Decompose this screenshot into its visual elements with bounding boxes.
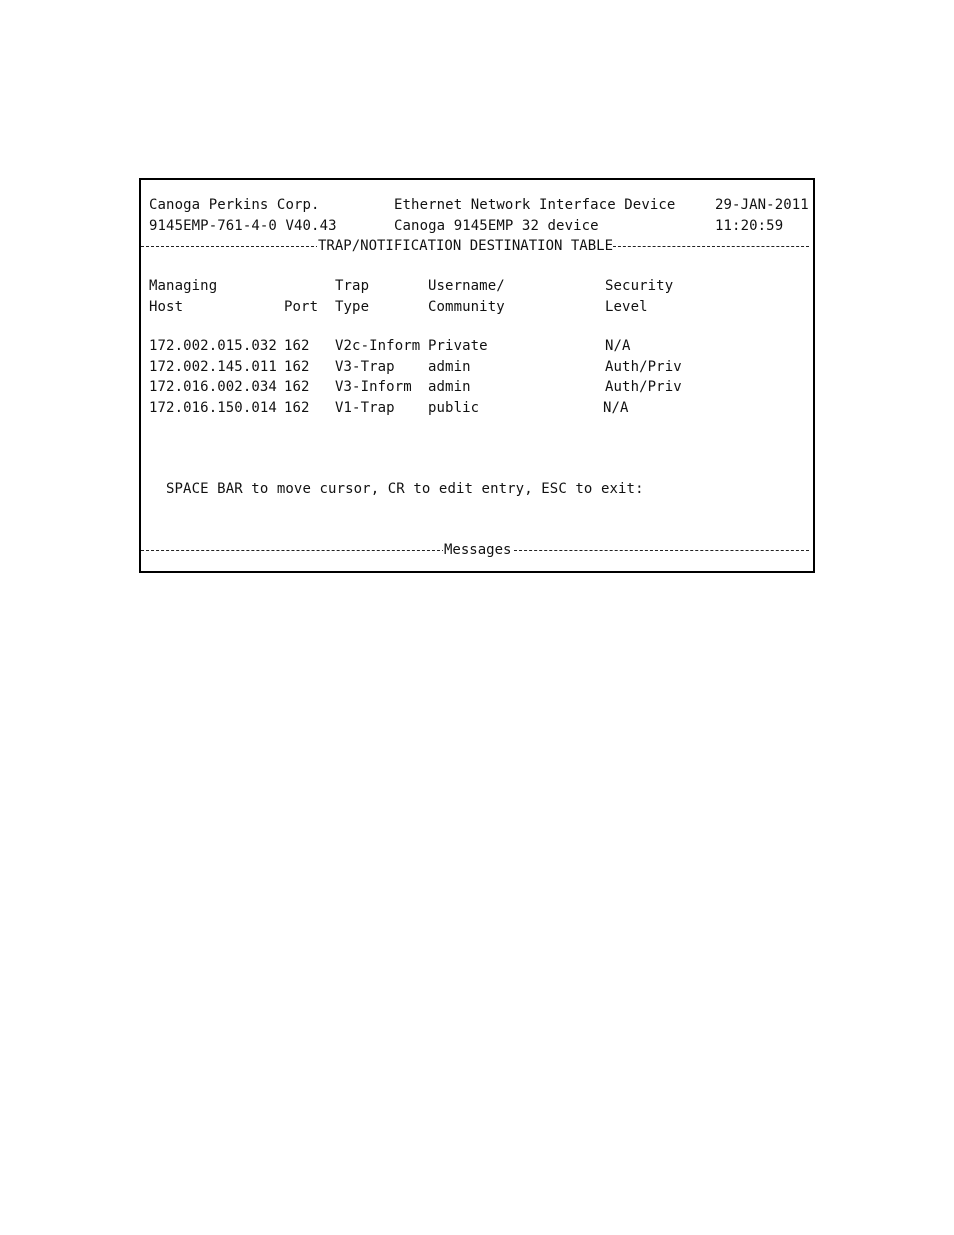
navigation-prompt: SPACE BAR to move cursor, CR to edit entry, ESC to exit:: [166, 481, 644, 497]
messages-rule: [141, 542, 813, 558]
company-name: Canoga Perkins Corp.: [149, 197, 320, 213]
security-cell: Auth/Priv: [605, 379, 682, 395]
table-row[interactable]: [141, 338, 813, 358]
host-cell: 172.002.015.032: [149, 338, 277, 354]
col-header-username: Username/: [428, 278, 505, 294]
type-cell: V2c-Inform: [335, 338, 421, 354]
host-cell: 172.016.150.014: [149, 400, 277, 416]
community-cell: admin: [428, 359, 471, 375]
table-title-rule: [141, 238, 813, 254]
col-header-type: Type: [335, 299, 370, 315]
col-header-managing: Managing: [149, 278, 218, 294]
col-header-level: Level: [605, 299, 648, 315]
security-cell: N/A: [605, 338, 631, 354]
community-cell: admin: [428, 379, 471, 395]
host-cell: 172.016.002.034: [149, 379, 277, 395]
table-title: TRAP/NOTIFICATION DESTINATION TABLE: [318, 238, 614, 254]
community-cell: Private: [428, 338, 488, 354]
device-title: Ethernet Network Interface Device: [394, 197, 676, 213]
time-display: 11:20:59: [715, 218, 784, 234]
col-header-host: Host: [149, 299, 184, 315]
host-cell: 172.002.145.011: [149, 359, 277, 375]
community-cell: public: [428, 400, 480, 416]
port-cell: 162: [284, 379, 310, 395]
type-cell: V1-Trap: [335, 400, 395, 416]
type-cell: V3-Inform: [335, 379, 412, 395]
device-model: Canoga 9145EMP 32 device: [394, 218, 599, 234]
type-cell: V3-Trap: [335, 359, 395, 375]
col-header-trap: Trap: [335, 278, 370, 294]
col-header-security: Security: [605, 278, 674, 294]
port-cell: 162: [284, 359, 310, 375]
firmware-version: 9145EMP-761-4-0 V40.43: [149, 218, 337, 234]
port-cell: 162: [284, 338, 310, 354]
messages-label: Messages: [444, 542, 512, 558]
table-row[interactable]: [141, 400, 813, 420]
col-header-port: Port: [284, 299, 319, 315]
port-cell: 162: [284, 400, 310, 416]
date-display: 29-JAN-2011: [715, 197, 809, 213]
table-row[interactable]: [141, 359, 813, 379]
table-row[interactable]: [141, 379, 813, 399]
security-cell: N/A: [603, 400, 629, 416]
security-cell: Auth/Priv: [605, 359, 682, 375]
terminal-screen: [139, 178, 815, 573]
col-header-community: Community: [428, 299, 505, 315]
